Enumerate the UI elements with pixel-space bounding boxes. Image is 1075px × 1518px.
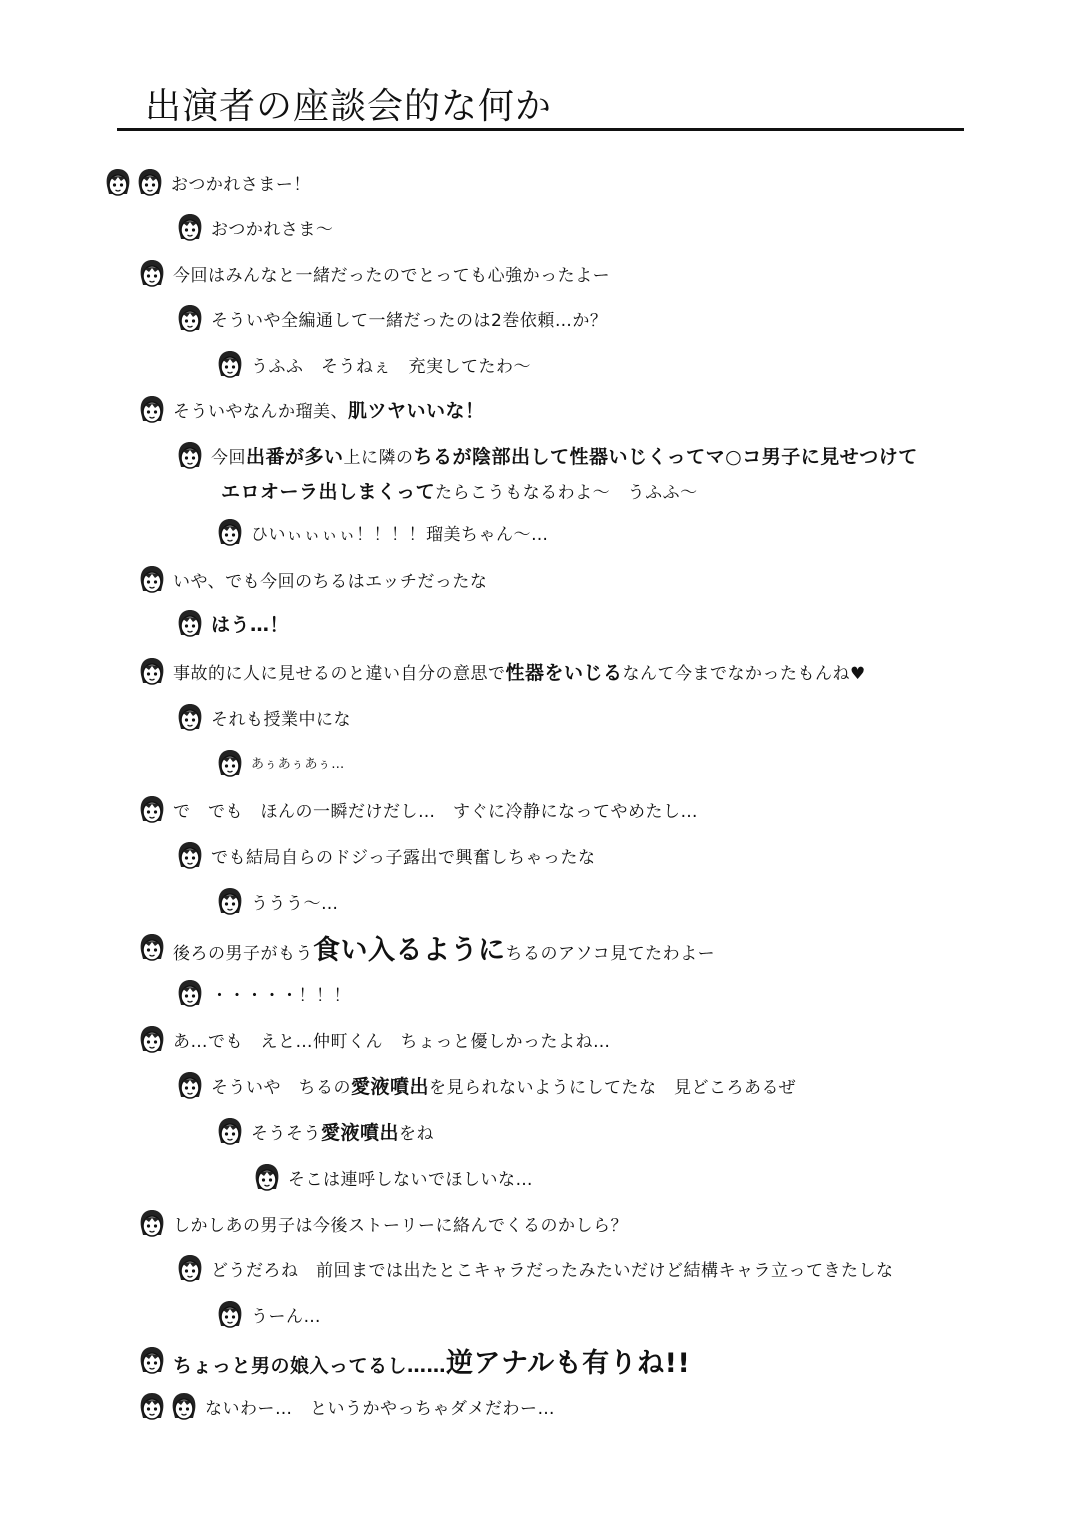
dialogue-line xyxy=(175,210,333,244)
face-icon xyxy=(175,977,205,1009)
face-icon xyxy=(137,1207,167,1239)
speaker-avatars xyxy=(137,393,167,425)
speaker-avatars xyxy=(215,885,245,917)
face-icon xyxy=(215,1298,245,1330)
dialogue-text xyxy=(173,1211,628,1236)
face-icon xyxy=(135,166,165,198)
dialogue-text-segment: いや、でも今回のちるはエッチだったな xyxy=(173,571,488,592)
face-icon xyxy=(175,211,205,243)
dialogue-text-segment: 上に隣の xyxy=(343,447,414,468)
dialogue-line xyxy=(215,1297,321,1331)
dialogue-text-segment: 肌ツヤいいな！ xyxy=(348,399,485,422)
face-icon xyxy=(137,257,167,289)
dialogue-text xyxy=(288,1165,533,1190)
speaker-avatars xyxy=(215,348,245,380)
speaker-avatars xyxy=(175,439,205,471)
speaker-avatars xyxy=(137,655,167,687)
speaker-avatars xyxy=(175,977,205,1009)
dialogue-text-segment: ちるのアソコ見てたわよー xyxy=(505,943,716,964)
face-icon xyxy=(137,1390,167,1422)
speaker-avatars xyxy=(175,1069,205,1101)
face-icon xyxy=(175,839,205,871)
dialogue-text-segment: あ…でも えと…仲町くん ちょっと優しかったよね… xyxy=(173,1031,611,1052)
face-icon xyxy=(175,439,205,471)
dialogue-line xyxy=(175,976,351,1010)
face-icon xyxy=(252,1161,282,1193)
dialogue-text-segment: 今回はみんなと一緒だったのでとっても心強かったよー xyxy=(173,265,611,286)
dialogue-text xyxy=(211,705,351,730)
face-icon xyxy=(175,607,205,639)
dialogue-text xyxy=(211,610,289,637)
dialogue-line xyxy=(137,654,866,688)
dialogue-text-segment: 今回 xyxy=(211,447,246,468)
speaker-avatars xyxy=(137,1207,167,1239)
dialogue-text-segment: エロオーラ出しまくって xyxy=(221,480,436,503)
dialogue-text xyxy=(173,1027,611,1052)
face-icon xyxy=(137,793,167,825)
speaker-avatars xyxy=(137,1344,167,1376)
dialogue-line xyxy=(252,1160,533,1194)
dialogue-text xyxy=(173,797,698,822)
dialogue-line xyxy=(137,792,698,826)
dialogue-line xyxy=(103,165,311,199)
dialogue-text-segment: そういや全編通して一緒だったのは2巻依頼…か？ xyxy=(211,310,608,331)
dialogue-text xyxy=(211,442,918,469)
dialogue-line xyxy=(175,1251,894,1285)
dialogue-text xyxy=(205,1394,555,1419)
dialogue-text-segment: でも結局自らのドジっ子露出で興奮しちゃったな xyxy=(211,847,596,868)
face-icon xyxy=(137,1023,167,1055)
dialogue-line xyxy=(175,838,596,872)
dialogue-text xyxy=(211,1256,894,1281)
face-icon xyxy=(175,1252,205,1284)
speaker-avatars xyxy=(137,563,167,595)
dialogue-text-segment: 愛液噴出 xyxy=(351,1075,430,1098)
face-icon xyxy=(175,302,205,334)
dialogue-text-segment: 食い入るように xyxy=(313,934,506,966)
dialogue-text xyxy=(173,396,485,423)
dialogue-text xyxy=(211,843,596,868)
dialogue-text-segment: ひいぃぃぃぃ！！！！瑠美ちゃん〜… xyxy=(251,524,549,545)
speaker-avatars xyxy=(175,302,205,334)
dialogue-text-segment: 性器をいじる xyxy=(505,661,623,684)
dialogue-text xyxy=(251,520,549,545)
face-icon xyxy=(175,701,205,733)
dialogue-text-segment: ちょっと男の娘入ってるし…… xyxy=(173,1354,447,1377)
speaker-avatars xyxy=(103,166,165,198)
dialogue-text-segment: そういや ちるの xyxy=(211,1077,351,1098)
dialogue-text xyxy=(211,981,351,1006)
dialogue-text-segment: おつかれさまー！ xyxy=(171,174,311,195)
dialogue-line xyxy=(215,1114,434,1148)
dialogue-line xyxy=(137,930,715,964)
face-icon xyxy=(137,931,167,963)
dialogue-text-segment: うふふ そうねぇ 充実してたわ〜 xyxy=(251,356,531,377)
speaker-avatars xyxy=(137,1023,167,1055)
dialogue-text-segment: 逆アナルも有りね!! xyxy=(446,1347,691,1379)
dialogue-text-segment: を見られないようにしてたな 見どころあるぜ xyxy=(429,1077,797,1098)
dialogue-text xyxy=(251,753,345,773)
dialogue-text-segment: で でも ほんの一瞬だけだし… すぐに冷静になってやめたし… xyxy=(173,801,698,822)
face-icon xyxy=(175,1069,205,1101)
face-icon xyxy=(137,563,167,595)
dialogue-text-segment: 出番が多い xyxy=(246,445,344,468)
speaker-avatars xyxy=(137,257,167,289)
dialogue-text xyxy=(221,477,698,504)
face-icon xyxy=(169,1390,199,1422)
face-icon xyxy=(103,166,133,198)
dialogue-text xyxy=(173,261,610,286)
dialogue-text xyxy=(251,1302,321,1327)
dialogue-line xyxy=(221,473,698,507)
dialogue-text-segment: ちるが陰部出して性器いじくってマ○コ男子に見せつけて xyxy=(413,445,918,468)
dialogue-line xyxy=(137,392,485,426)
dialogue-text-segment: 愛液噴出 xyxy=(321,1121,400,1144)
speaker-avatars xyxy=(137,931,167,963)
dialogue-text xyxy=(251,352,531,377)
speaker-avatars xyxy=(175,607,205,639)
dialogue-line xyxy=(175,301,607,335)
face-icon xyxy=(137,1344,167,1376)
dialogue-text xyxy=(211,306,607,331)
face-icon xyxy=(215,1115,245,1147)
page-title: 出演者の座談会的な何か xyxy=(145,86,553,127)
title-divider xyxy=(117,128,964,131)
dialogue-text-segment: なんて今までなかったもんね♥ xyxy=(622,663,866,684)
dialogue-line xyxy=(175,700,351,734)
speaker-avatars xyxy=(252,1161,282,1193)
dialogue-line xyxy=(215,347,531,381)
speaker-avatars xyxy=(215,516,245,548)
speaker-avatars xyxy=(175,701,205,733)
dialogue-text xyxy=(251,1118,434,1145)
dialogue-line xyxy=(175,1068,796,1102)
dialogue-text xyxy=(251,889,339,914)
dialogue-text-segment: ・・・・・！！！ xyxy=(211,985,351,1006)
dialogue-line xyxy=(137,1389,555,1423)
dialogue-text-segment: うーん… xyxy=(251,1306,321,1327)
dialogue-text xyxy=(171,170,311,195)
dialogue-text-segment: そうそう xyxy=(251,1123,321,1144)
dialogue-text-segment: どうだろね 前回までは出たとこキャラだったみたいだけど結構キャラ立ってきたしな xyxy=(211,1260,894,1281)
speaker-avatars xyxy=(215,1115,245,1147)
dialogue-text xyxy=(173,1341,690,1380)
dialogue-line xyxy=(137,256,610,290)
speaker-avatars xyxy=(215,1298,245,1330)
speaker-avatars xyxy=(215,747,245,779)
dialogue-text-segment: おつかれさま〜 xyxy=(211,219,334,240)
dialogue-text-segment: あぅあぅあぅ… xyxy=(251,757,345,772)
dialogue-line xyxy=(215,884,339,918)
dialogue-text xyxy=(211,215,333,240)
dialogue-text-segment: たらこうもなるわよ〜 うふふ〜 xyxy=(435,482,698,503)
dialogue-line xyxy=(137,1343,690,1377)
dialogue-text xyxy=(173,567,487,592)
dialogue-line xyxy=(215,515,549,549)
dialogue-line xyxy=(137,1206,628,1240)
dialogue-text-segment: そういやなんか瑠美、 xyxy=(173,401,348,422)
speaker-avatars xyxy=(137,793,167,825)
face-icon xyxy=(137,393,167,425)
dialogue-text xyxy=(173,658,866,685)
dialogue-text-segment: 事故的に人に見せるのと違い自分の意思で xyxy=(173,663,506,684)
dialogue-text-segment: それも授業中にな xyxy=(211,709,351,730)
dialogue-text-segment: をね xyxy=(399,1123,435,1144)
face-icon xyxy=(215,348,245,380)
dialogue-text-segment: ないわー… というかやっちゃダメだわー… xyxy=(205,1398,555,1419)
speaker-avatars xyxy=(137,1390,199,1422)
face-icon xyxy=(215,747,245,779)
face-icon xyxy=(137,655,167,687)
speaker-avatars xyxy=(175,1252,205,1284)
dialogue-text-segment: そこは連呼しないでほしいな… xyxy=(288,1169,533,1190)
speaker-avatars xyxy=(175,211,205,243)
speaker-avatars xyxy=(175,839,205,871)
dialogue-text xyxy=(173,928,715,967)
dialogue-line xyxy=(175,438,918,472)
face-icon xyxy=(215,516,245,548)
dialogue-text-segment: 後ろの男子がもう xyxy=(173,943,313,964)
dialogue-text xyxy=(211,1072,796,1099)
dialogue-line xyxy=(137,1022,611,1056)
face-icon xyxy=(215,885,245,917)
dialogue-text-segment: しかしあの男子は今後ストーリーに絡んでくるのかしら？ xyxy=(173,1215,628,1236)
dialogue-text-segment: ううう〜… xyxy=(251,893,339,914)
dialogue-line xyxy=(175,606,289,640)
dialogue-text-segment: はう…！ xyxy=(211,613,290,636)
dialogue-line xyxy=(137,562,487,596)
dialogue-line xyxy=(215,746,345,780)
